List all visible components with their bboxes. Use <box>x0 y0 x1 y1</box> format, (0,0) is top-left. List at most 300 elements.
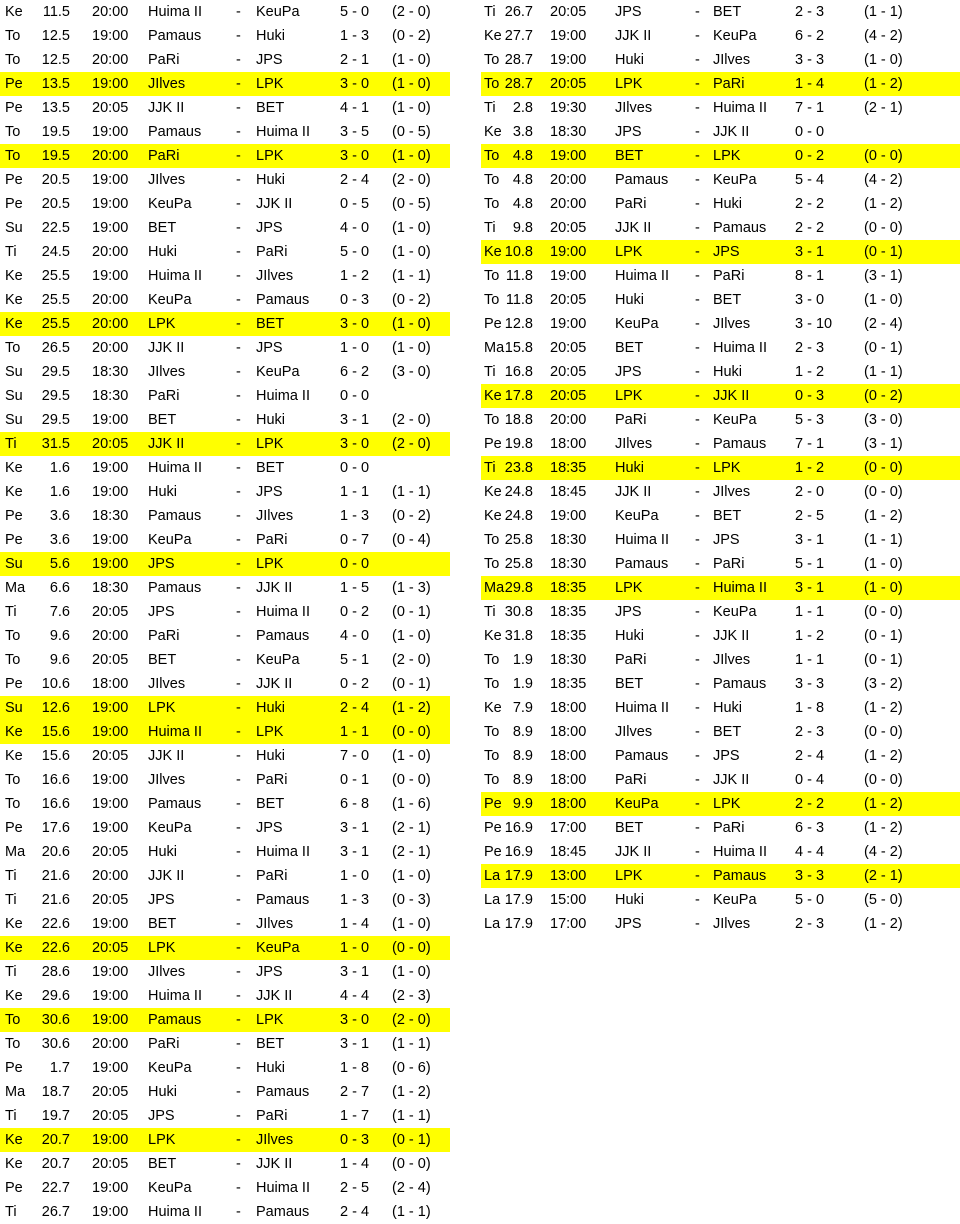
final-score: 0 - 2 <box>340 604 370 620</box>
match-date: 10.6 <box>41 676 70 692</box>
match-row <box>0 888 450 912</box>
final-score: 2 - 7 <box>340 1084 370 1100</box>
halftime-score: (3 - 0) <box>392 364 431 380</box>
home-team: Huima II <box>148 724 202 740</box>
match-day: Ti <box>5 604 17 620</box>
final-score: 2 - 3 <box>795 724 825 740</box>
match-row <box>481 312 960 336</box>
away-team: Huki <box>256 748 286 764</box>
away-team: PaRi <box>713 556 745 572</box>
home-team: PaRi <box>615 196 647 212</box>
away-team: Huima II <box>713 844 767 860</box>
match-date: 1.9 <box>512 652 533 668</box>
halftime-score: (1 - 0) <box>392 316 431 332</box>
home-team: JJK II <box>148 340 185 356</box>
halftime-score: (3 - 1) <box>864 436 903 452</box>
home-team: JJK II <box>615 484 652 500</box>
match-day: To <box>484 196 500 212</box>
away-team: Huki <box>256 28 286 44</box>
team-separator: - <box>236 628 241 644</box>
match-row <box>0 1176 450 1200</box>
team-separator: - <box>236 412 241 428</box>
home-team: Huima II <box>148 1204 202 1220</box>
halftime-score: (5 - 0) <box>864 892 903 908</box>
match-row <box>0 120 450 144</box>
match-time: 19:00 <box>92 1060 129 1076</box>
home-team: PaRi <box>148 388 180 404</box>
away-team: JIlves <box>713 484 751 500</box>
away-team: PaRi <box>256 244 288 260</box>
match-date: 4.8 <box>512 148 533 164</box>
home-team: KeuPa <box>615 508 659 524</box>
match-date: 24.8 <box>504 508 533 524</box>
match-time: 18:30 <box>550 652 587 668</box>
match-row <box>481 696 960 720</box>
halftime-score: (3 - 0) <box>864 412 903 428</box>
match-day: Pe <box>484 436 502 452</box>
match-row <box>481 264 960 288</box>
team-separator: - <box>695 292 700 308</box>
match-time: 18:00 <box>550 436 587 452</box>
final-score: 3 - 1 <box>795 532 825 548</box>
halftime-score: (4 - 2) <box>864 172 903 188</box>
final-score: 5 - 1 <box>795 556 825 572</box>
match-day: Ke <box>5 916 23 932</box>
final-score: 5 - 0 <box>795 892 825 908</box>
match-row <box>481 336 960 360</box>
team-separator: - <box>236 724 241 740</box>
away-team: KeuPa <box>713 604 757 620</box>
match-day: La <box>484 868 501 884</box>
match-row <box>0 48 450 72</box>
match-date: 3.6 <box>49 532 70 548</box>
match-time: 18:45 <box>550 844 587 860</box>
match-date: 20.5 <box>41 172 70 188</box>
team-separator: - <box>695 148 700 164</box>
match-row <box>481 672 960 696</box>
halftime-score: (0 - 0) <box>392 724 431 740</box>
match-time: 19:00 <box>92 124 129 140</box>
match-day: Ti <box>484 4 496 20</box>
final-score: 1 - 3 <box>340 28 370 44</box>
match-date: 16.9 <box>504 844 533 860</box>
match-time: 20:05 <box>550 76 587 92</box>
halftime-score: (0 - 0) <box>864 604 903 620</box>
halftime-score: (1 - 2) <box>392 1084 431 1100</box>
halftime-score: (2 - 0) <box>392 412 431 428</box>
match-time: 18:35 <box>550 628 587 644</box>
final-score: 5 - 3 <box>795 412 825 428</box>
final-score: 1 - 1 <box>795 652 825 668</box>
final-score: 1 - 7 <box>340 1108 370 1124</box>
team-separator: - <box>236 1204 241 1220</box>
match-time: 18:30 <box>92 580 129 596</box>
match-time: 18:30 <box>550 532 587 548</box>
match-time: 20:05 <box>550 388 587 404</box>
home-team: BET <box>615 676 644 692</box>
final-score: 1 - 1 <box>340 484 370 500</box>
halftime-score: (1 - 3) <box>392 580 431 596</box>
match-row <box>0 576 450 600</box>
final-score: 0 - 2 <box>340 676 370 692</box>
match-date: 17.6 <box>41 820 70 836</box>
home-team: Huima II <box>148 4 202 20</box>
final-score: 1 - 0 <box>340 940 370 956</box>
final-score: 0 - 1 <box>340 772 370 788</box>
match-day: Pe <box>484 844 502 860</box>
match-time: 19:00 <box>92 28 129 44</box>
match-day: To <box>484 412 500 428</box>
team-separator: - <box>695 172 700 188</box>
match-row <box>0 840 450 864</box>
halftime-score: (2 - 0) <box>392 172 431 188</box>
home-team: Pamaus <box>148 796 202 812</box>
match-day: To <box>5 1012 21 1028</box>
match-time: 18:30 <box>92 388 129 404</box>
match-time: 20:00 <box>92 4 129 20</box>
match-row <box>481 432 960 456</box>
final-score: 3 - 1 <box>340 844 370 860</box>
away-team: Pamaus <box>256 892 310 908</box>
match-date: 19.5 <box>41 124 70 140</box>
final-score: 1 - 2 <box>340 268 370 284</box>
away-team: JPS <box>713 532 740 548</box>
match-time: 20:05 <box>92 940 129 956</box>
match-row <box>0 1008 450 1032</box>
home-team: Huki <box>148 1084 178 1100</box>
match-row <box>481 600 960 624</box>
team-separator: - <box>236 508 241 524</box>
halftime-score: (2 - 0) <box>392 1012 431 1028</box>
away-team: Huki <box>256 700 286 716</box>
match-date: 29.6 <box>41 988 70 1004</box>
final-score: 2 - 3 <box>795 340 825 356</box>
halftime-score: (1 - 0) <box>392 220 431 236</box>
match-date: 28.7 <box>504 76 533 92</box>
team-separator: - <box>695 244 700 260</box>
match-date: 1.6 <box>49 484 70 500</box>
match-date: 9.6 <box>49 628 70 644</box>
final-score: 0 - 3 <box>340 292 370 308</box>
match-date: 25.8 <box>504 556 533 572</box>
final-score: 3 - 0 <box>795 292 825 308</box>
halftime-score: (1 - 0) <box>864 580 903 596</box>
match-date: 22.7 <box>41 1180 70 1196</box>
halftime-score: (1 - 0) <box>392 148 431 164</box>
match-row <box>481 168 960 192</box>
match-time: 18:30 <box>550 124 587 140</box>
match-date: 20.7 <box>41 1156 70 1172</box>
match-date: 7.6 <box>49 604 70 620</box>
team-separator: - <box>236 580 241 596</box>
match-row <box>0 528 450 552</box>
team-separator: - <box>236 124 241 140</box>
home-team: LPK <box>615 388 643 404</box>
final-score: 1 - 1 <box>795 604 825 620</box>
match-date: 3.8 <box>512 124 533 140</box>
match-row <box>0 312 450 336</box>
match-date: 24.5 <box>41 244 70 260</box>
match-row <box>0 720 450 744</box>
home-team: Pamaus <box>148 580 202 596</box>
halftime-score: (1 - 2) <box>864 700 903 716</box>
final-score: 0 - 2 <box>795 148 825 164</box>
match-row <box>481 240 960 264</box>
final-score: 2 - 4 <box>340 1204 370 1220</box>
final-score: 0 - 0 <box>340 556 370 572</box>
match-day: Ma <box>5 580 26 596</box>
home-team: Huki <box>615 892 645 908</box>
home-team: Huima II <box>615 700 669 716</box>
halftime-score: (0 - 0) <box>392 940 431 956</box>
match-row <box>0 216 450 240</box>
team-separator: - <box>695 268 700 284</box>
halftime-score: (1 - 1) <box>864 532 903 548</box>
match-day: Ke <box>5 484 23 500</box>
match-date: 22.5 <box>41 220 70 236</box>
team-separator: - <box>236 436 241 452</box>
team-separator: - <box>236 196 241 212</box>
halftime-score: (1 - 2) <box>864 796 903 812</box>
halftime-score: (1 - 1) <box>392 1036 431 1052</box>
away-team: LPK <box>256 76 284 92</box>
match-row <box>0 192 450 216</box>
away-team: JJK II <box>713 388 750 404</box>
home-team: Huima II <box>148 268 202 284</box>
match-date: 17.9 <box>504 868 533 884</box>
match-time: 19:00 <box>92 532 129 548</box>
team-separator: - <box>236 1108 241 1124</box>
match-day: To <box>5 148 21 164</box>
match-row <box>0 768 450 792</box>
match-date: 29.5 <box>41 412 70 428</box>
match-time: 19:00 <box>92 1132 129 1148</box>
match-date: 26.7 <box>41 1204 70 1220</box>
match-day: To <box>484 532 500 548</box>
away-team: PaRi <box>256 1108 288 1124</box>
final-score: 6 - 2 <box>340 364 370 380</box>
home-team: JPS <box>148 556 175 572</box>
halftime-score: (0 - 1) <box>864 652 903 668</box>
match-day: Ke <box>5 292 23 308</box>
match-time: 20:05 <box>92 748 129 764</box>
halftime-score: (2 - 3) <box>392 988 431 1004</box>
match-date: 25.5 <box>41 292 70 308</box>
home-team: Pamaus <box>148 508 202 524</box>
match-time: 18:00 <box>550 700 587 716</box>
left-results-column <box>0 0 450 1224</box>
team-separator: - <box>695 844 700 860</box>
halftime-score: (2 - 1) <box>392 820 431 836</box>
match-day: Su <box>5 700 23 716</box>
home-team: JIlves <box>148 772 186 788</box>
match-time: 20:05 <box>550 4 587 20</box>
match-time: 18:00 <box>550 772 587 788</box>
team-separator: - <box>236 1180 241 1196</box>
team-separator: - <box>236 52 241 68</box>
match-time: 20:00 <box>550 172 587 188</box>
halftime-score: (0 - 0) <box>864 724 903 740</box>
match-row <box>0 240 450 264</box>
match-time: 20:00 <box>92 868 129 884</box>
team-separator: - <box>236 1060 241 1076</box>
match-day: Ti <box>5 436 17 452</box>
halftime-score: (1 - 2) <box>864 508 903 524</box>
match-row <box>0 0 450 24</box>
home-team: JIlves <box>148 76 186 92</box>
final-score: 2 - 3 <box>795 4 825 20</box>
team-separator: - <box>236 1084 241 1100</box>
match-row <box>0 96 450 120</box>
final-score: 2 - 4 <box>340 700 370 716</box>
away-team: Huima II <box>256 1180 310 1196</box>
match-time: 20:05 <box>550 292 587 308</box>
match-time: 19:00 <box>92 820 129 836</box>
team-separator: - <box>236 148 241 164</box>
match-date: 12.5 <box>41 52 70 68</box>
home-team: JPS <box>615 916 642 932</box>
match-row <box>0 552 450 576</box>
match-date: 20.7 <box>41 1132 70 1148</box>
match-date: 21.6 <box>41 892 70 908</box>
home-team: Pamaus <box>148 124 202 140</box>
match-day: Pe <box>484 796 502 812</box>
home-team: JJK II <box>148 436 185 452</box>
away-team: Pamaus <box>713 868 767 884</box>
team-separator: - <box>236 1036 241 1052</box>
match-day: Ke <box>5 748 23 764</box>
match-row <box>481 192 960 216</box>
final-score: 4 - 0 <box>340 220 370 236</box>
match-time: 19:00 <box>92 220 129 236</box>
team-separator: - <box>695 124 700 140</box>
final-score: 1 - 1 <box>340 724 370 740</box>
match-day: Ti <box>484 100 496 116</box>
home-team: LPK <box>148 1132 176 1148</box>
away-team: JJK II <box>713 772 750 788</box>
final-score: 3 - 1 <box>340 964 370 980</box>
match-date: 8.9 <box>512 748 533 764</box>
match-day: To <box>5 124 21 140</box>
match-time: 19:00 <box>92 268 129 284</box>
match-time: 19:00 <box>92 700 129 716</box>
match-day: To <box>5 796 21 812</box>
halftime-score: (2 - 0) <box>392 4 431 20</box>
team-separator: - <box>236 220 241 236</box>
match-day: Ma <box>5 1084 26 1100</box>
match-date: 15.6 <box>41 748 70 764</box>
team-separator: - <box>695 868 700 884</box>
match-time: 19:00 <box>92 1204 129 1220</box>
match-day: To <box>5 340 21 356</box>
match-day: Su <box>5 364 23 380</box>
home-team: Huki <box>148 244 178 260</box>
halftime-score: (2 - 4) <box>864 316 903 332</box>
halftime-score: (1 - 2) <box>864 916 903 932</box>
match-date: 6.6 <box>49 580 70 596</box>
match-time: 19:00 <box>92 76 129 92</box>
match-time: 19:00 <box>92 916 129 932</box>
team-separator: - <box>236 340 241 356</box>
halftime-score: (0 - 1) <box>392 1132 431 1148</box>
home-team: Huki <box>615 460 645 476</box>
halftime-score: (1 - 2) <box>864 76 903 92</box>
team-separator: - <box>695 316 700 332</box>
away-team: BET <box>256 316 285 332</box>
team-separator: - <box>236 1012 241 1028</box>
away-team: Huki <box>256 172 286 188</box>
right-results-column <box>481 0 960 936</box>
team-separator: - <box>695 820 700 836</box>
halftime-score: (0 - 0) <box>864 772 903 788</box>
away-team: LPK <box>713 148 741 164</box>
team-separator: - <box>695 628 700 644</box>
match-row <box>0 816 450 840</box>
match-row <box>0 624 450 648</box>
match-row <box>0 864 450 888</box>
final-score: 1 - 5 <box>340 580 370 596</box>
team-separator: - <box>236 940 241 956</box>
home-team: KeuPa <box>148 532 192 548</box>
match-date: 5.6 <box>49 556 70 572</box>
match-row <box>481 816 960 840</box>
final-score: 3 - 3 <box>795 676 825 692</box>
away-team: Huima II <box>256 844 310 860</box>
halftime-score: (1 - 2) <box>864 196 903 212</box>
final-score: 3 - 10 <box>795 316 833 332</box>
match-day: Ma <box>484 340 505 356</box>
home-team: Huki <box>148 484 178 500</box>
halftime-score: (1 - 1) <box>392 1108 431 1124</box>
away-team: KeuPa <box>256 364 300 380</box>
match-date: 17.8 <box>504 388 533 404</box>
final-score: 3 - 1 <box>795 244 825 260</box>
team-separator: - <box>695 916 700 932</box>
match-day: Ti <box>5 892 17 908</box>
match-day: Pe <box>5 1060 23 1076</box>
match-day: Su <box>5 556 23 572</box>
match-day: To <box>5 628 21 644</box>
home-team: KeuPa <box>148 820 192 836</box>
away-team: BET <box>713 292 742 308</box>
final-score: 6 - 2 <box>795 28 825 44</box>
match-day: Su <box>5 388 23 404</box>
team-separator: - <box>695 724 700 740</box>
home-team: PaRi <box>148 1036 180 1052</box>
match-date: 15.8 <box>504 340 533 356</box>
match-time: 20:00 <box>92 1036 129 1052</box>
match-row <box>0 744 450 768</box>
away-team: JIlves <box>713 316 751 332</box>
home-team: JPS <box>615 4 642 20</box>
match-time: 20:05 <box>550 364 587 380</box>
match-row <box>481 24 960 48</box>
away-team: Pamaus <box>713 676 767 692</box>
final-score: 7 - 0 <box>340 748 370 764</box>
halftime-score: (0 - 0) <box>392 772 431 788</box>
away-team: JJK II <box>256 580 293 596</box>
match-time: 19:00 <box>92 796 129 812</box>
home-team: Huki <box>148 844 178 860</box>
final-score: 1 - 2 <box>795 364 825 380</box>
match-time: 19:00 <box>92 412 129 428</box>
match-row <box>481 504 960 528</box>
halftime-score: (0 - 1) <box>864 628 903 644</box>
final-score: 0 - 0 <box>340 388 370 404</box>
match-day: Ti <box>484 604 496 620</box>
home-team: BET <box>148 220 177 236</box>
away-team: KeuPa <box>256 940 300 956</box>
